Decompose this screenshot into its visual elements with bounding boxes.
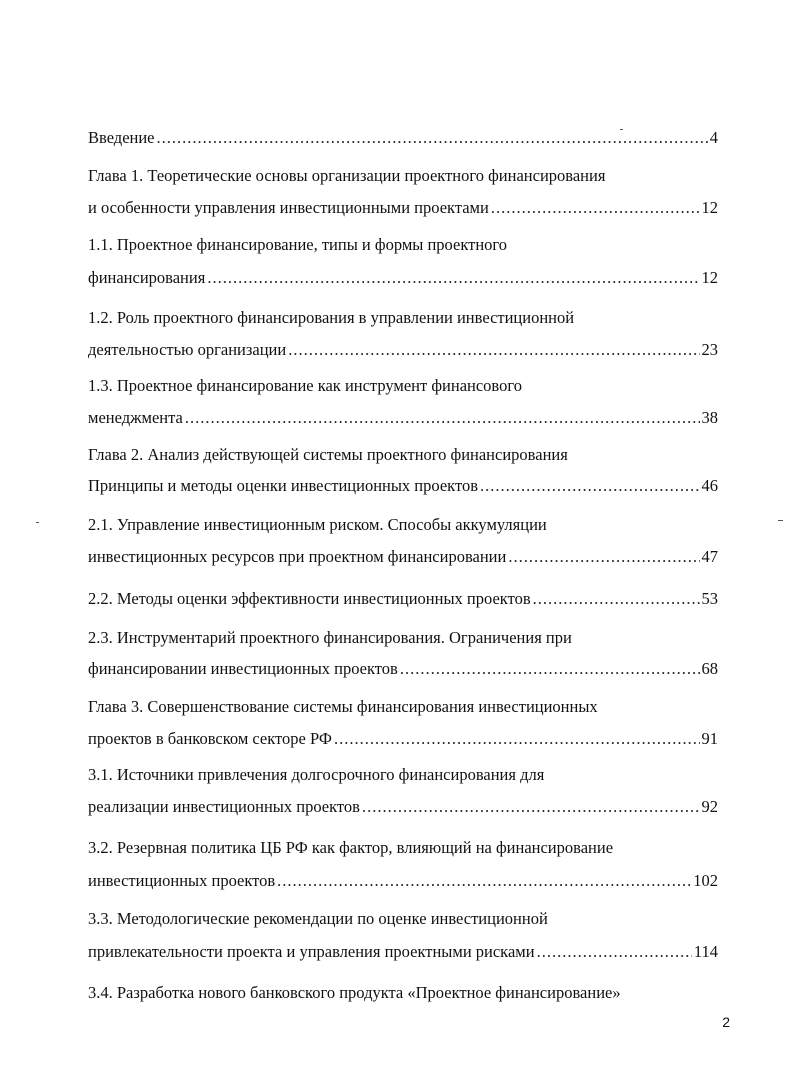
toc-entry-chapter-1-line1: Глава 1. Теоретические основы организации проектного финансирования [88, 166, 606, 185]
toc-entry-title: Принципы и методы оценки инвестиционных проектов [88, 476, 478, 495]
toc-entry-2-1-line1: 2.1. Управление инвестиционным риском. Способы аккумуляции [88, 515, 547, 534]
scan-speck [620, 129, 623, 130]
toc-entry-3-3-line1: 3.3. Методологические рекомендации по оценке инвестиционной [88, 909, 548, 928]
toc-entry-page: 12 [701, 198, 718, 217]
dot-leader [362, 795, 700, 819]
dot-leader [508, 545, 699, 569]
toc-entry-introduction [88, 126, 718, 150]
toc-entry-title: Введение [88, 128, 155, 147]
dot-leader [207, 266, 699, 290]
toc-entry-3-3-line2 [88, 940, 718, 964]
toc-entry-title: 2.2. Методы оценки эффективности инвестиционных проектов [88, 589, 531, 608]
toc-entry-title: финансирования [88, 268, 206, 287]
toc-entry-2-1-line2 [88, 545, 718, 569]
toc-entry-title: проектов в банковском секторе РФ [88, 729, 332, 748]
toc-entry-title: деятельностью организации [88, 340, 287, 359]
toc-entry-1-1-line1: 1.1. Проектное финансирование, типы и формы проектного [88, 235, 508, 254]
dot-leader [480, 474, 700, 498]
toc-entry-1-2-line2 [88, 338, 718, 362]
toc-entry-page: 46 [701, 476, 718, 495]
toc-entry-page: 12 [701, 268, 718, 287]
dot-leader [537, 940, 692, 964]
toc-entry-1-3-line2 [88, 406, 718, 430]
toc-entry-title: и особенности управления инвестиционными проектами [88, 198, 489, 217]
toc-entry-page: 23 [701, 340, 718, 359]
toc-entry-3-4: 3.4. Разработка нового банковского продукта «Проектное финансирование» [88, 983, 621, 1002]
toc-entry-title: инвестиционных ресурсов при проектном финансировании [88, 547, 507, 566]
toc-entry-chapter-2-line1: Глава 2. Анализ действующей системы проектного финансирования [88, 445, 568, 464]
toc-entry-2-3-line1: 2.3. Инструментарий проектного финансирования. Ограничения при [88, 628, 572, 647]
toc-entry-page: 91 [701, 729, 718, 748]
toc-entry-1-1-line2 [88, 266, 718, 290]
dot-leader [157, 126, 708, 150]
scan-speck [778, 520, 783, 521]
toc-entry-page: 4 [709, 128, 718, 147]
toc-entry-3-2-line1: 3.2. Резервная политика ЦБ РФ как фактор, влияющий на финансирование [88, 838, 614, 857]
toc-entry-2-2 [88, 587, 718, 611]
dot-leader [533, 587, 700, 611]
toc-entry-page: 102 [693, 871, 718, 890]
toc-entry-title: привлекательности проекта и управления проектными рисками [88, 942, 535, 961]
toc-entry-1-3-line1: 1.3. Проектное финансирование как инструмент финансового [88, 376, 522, 395]
toc-entry-chapter-3-line1: Глава 3. Совершенствование системы финансирования инвестиционных [88, 697, 598, 716]
dot-leader [491, 196, 700, 220]
scan-speck [36, 522, 39, 523]
dot-leader [185, 406, 700, 430]
dot-leader [400, 657, 700, 681]
toc-entry-chapter-2-line2 [88, 474, 718, 498]
dot-leader [277, 869, 691, 893]
toc-entry-title: реализации инвестиционных проектов [88, 797, 360, 816]
toc-entry-title: финансировании инвестиционных проектов [88, 659, 398, 678]
toc-entry-page: 38 [701, 408, 718, 427]
toc-entry-3-1-line2 [88, 795, 718, 819]
toc-entry-page: 47 [701, 547, 718, 566]
dot-leader [288, 338, 699, 362]
page-number: 2 [722, 1014, 730, 1030]
toc-entry-1-2-line1: 1.2. Роль проектного финансирования в управлении инвестиционной [88, 308, 575, 327]
toc-entry-page: 68 [701, 659, 718, 678]
toc-entry-title: менеджмента [88, 408, 183, 427]
toc-entry-page: 53 [701, 589, 718, 608]
toc-entry-title: инвестиционных проектов [88, 871, 276, 890]
toc-entry-3-2-line2 [88, 869, 718, 893]
toc-entry-chapter-3-line2 [88, 727, 718, 751]
toc-entry-3-1-line1: 3.1. Источники привлечения долгосрочного финансирования для [88, 765, 545, 784]
toc-entry-2-3-line2 [88, 657, 718, 681]
toc-entry-page: 114 [693, 942, 718, 961]
toc-entry-page: 92 [701, 797, 718, 816]
toc-entry-chapter-1-line2 [88, 196, 718, 220]
dot-leader [334, 727, 700, 751]
